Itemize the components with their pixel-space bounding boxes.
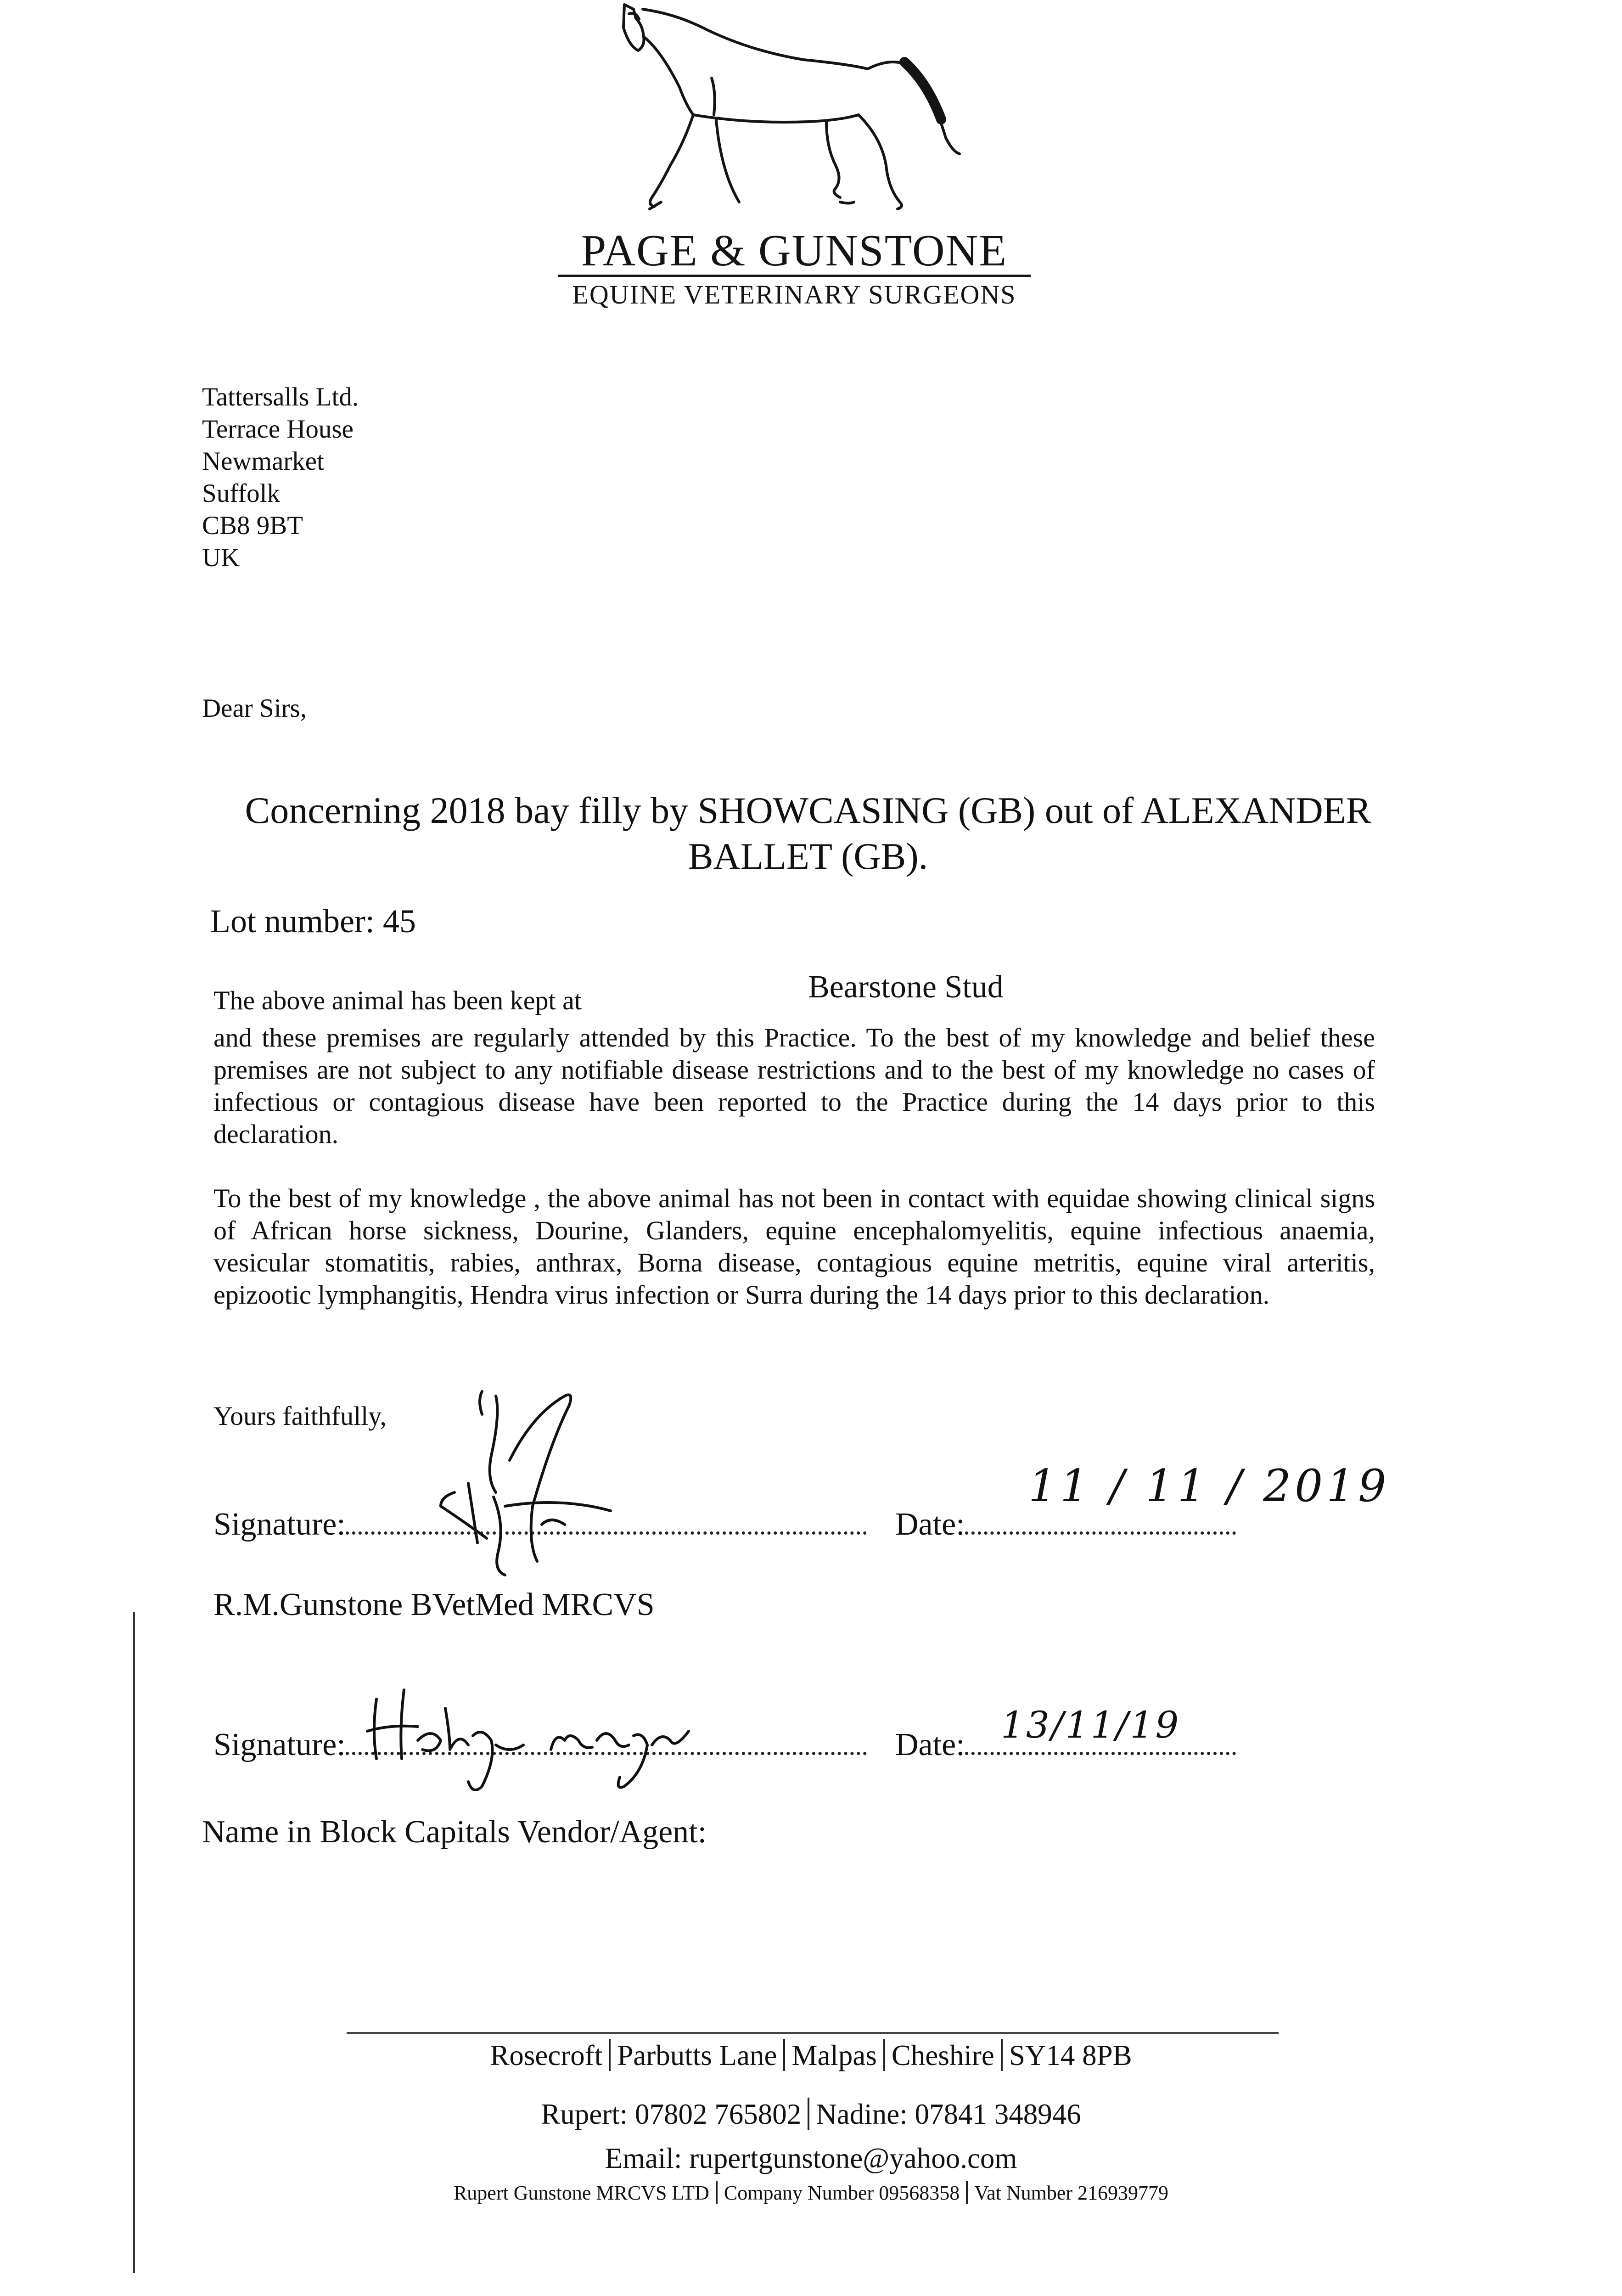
address-line: CB8 9BT xyxy=(202,511,303,540)
footer-company xyxy=(0,2181,1622,2205)
date-dotted-line xyxy=(965,1531,1236,1535)
salutation: Dear Sirs, xyxy=(202,694,307,723)
lot-value: 45 xyxy=(382,903,416,940)
signature-label: Signature: xyxy=(213,1507,346,1542)
date-label: Date: xyxy=(895,1507,965,1542)
separator xyxy=(883,2039,885,2071)
handwritten-date-1: 11 / 11 / 2019 xyxy=(1028,1460,1390,1512)
footer-address-part: Rosecroft xyxy=(490,2039,603,2071)
practice-subtitle: EQUINE VETERINARY SURGEONS xyxy=(572,280,1016,310)
declaration-paragraph-1: and these premises are regularly attended by this Practice. To the best of my knowledge and belief these premises are not subject to any notifiable disease restrictions and to the best of my knowledge no cases of infectious or contagious disease have been reported to the Practice during the 14 days prior to this declaration. xyxy=(213,1023,1375,1149)
footer-address-part: SY14 8PB xyxy=(1009,2039,1132,2071)
handwritten-signature-1 xyxy=(413,1387,652,1580)
footer-phones xyxy=(0,2098,1622,2131)
footer-address-part: Malpas xyxy=(791,2039,877,2071)
closing: Yours faithfully, xyxy=(213,1401,387,1431)
subject-line-2: BALLET (GB). xyxy=(688,835,928,877)
address-line: Newmarket xyxy=(202,447,324,476)
footer-email: Email: rupertgunstone@yahoo.com xyxy=(605,2142,1017,2174)
letterhead xyxy=(542,0,1083,321)
kept-label: The above animal has been kept at xyxy=(213,985,582,1015)
declaration-paragraph-2: To the best of my knowledge , the above animal has not been in contact with equidae showing clinical signs of African horse sickness, Dourine, Glanders, equine encephalomyelitis, equine infectious anaemia, vesicular stomatitis, rabies, anthrax, Borna disease, contagious equine metritis, equine viral arteritis, epizootic lymphangitis, Hendra virus infection or Surra during the 14 days prior to this declaration. xyxy=(213,1183,1375,1310)
footer-company-number: Company Number 09568358 xyxy=(724,2182,960,2204)
footer-address-part: Parbutts Lane xyxy=(617,2039,777,2071)
address-line: Terrace House xyxy=(202,415,354,444)
practice-name: PAGE & GUNSTONE xyxy=(581,226,1008,276)
separator xyxy=(609,2039,611,2071)
footer-company-name: Rupert Gunstone MRCVS LTD xyxy=(453,2182,709,2204)
subject-line-1: Concerning 2018 bay filly by SHOWCASING (GB) out of ALEXANDER xyxy=(245,789,1371,831)
address-line: UK xyxy=(202,543,240,572)
recipient-address xyxy=(202,381,359,574)
date-line-1 xyxy=(895,1506,1236,1543)
separator xyxy=(783,2039,785,2071)
handwritten-signature-2 xyxy=(358,1681,725,1791)
kept-place: Bearstone Stud xyxy=(808,969,1004,1005)
separator xyxy=(1001,2039,1003,2071)
horse-logo-icon xyxy=(611,0,1015,220)
lot-number xyxy=(210,902,416,940)
date-dotted-line xyxy=(965,1751,1236,1755)
subject-heading xyxy=(202,788,1414,879)
footer-vat-number: Vat Number 216939779 xyxy=(974,2182,1169,2204)
footer-phone-rupert: Rupert: 07802 765802 xyxy=(541,2098,802,2130)
signer-name: R.M.Gunstone BVetMed MRCVS xyxy=(213,1587,655,1622)
lot-label: Lot number: xyxy=(210,903,375,940)
footer-phone-nadine: Nadine: 07841 348946 xyxy=(816,2098,1081,2130)
signature-label: Signature: xyxy=(213,1727,346,1762)
separator xyxy=(716,2181,718,2203)
block-capitals-label: Name in Block Capitals Vendor/Agent: xyxy=(202,1814,707,1850)
address-line: Suffolk xyxy=(202,479,280,508)
letterhead-divider xyxy=(558,275,1031,277)
separator xyxy=(966,2181,968,2203)
footer-address-part: Cheshire xyxy=(891,2039,994,2071)
handwritten-date-2: 13/11/19 xyxy=(1001,1704,1181,1746)
footer-address xyxy=(0,2039,1622,2072)
footer-divider xyxy=(347,2032,1279,2034)
date-label: Date: xyxy=(895,1727,965,1762)
address-line: Tattersalls Ltd. xyxy=(202,383,359,411)
separator xyxy=(808,2098,809,2129)
